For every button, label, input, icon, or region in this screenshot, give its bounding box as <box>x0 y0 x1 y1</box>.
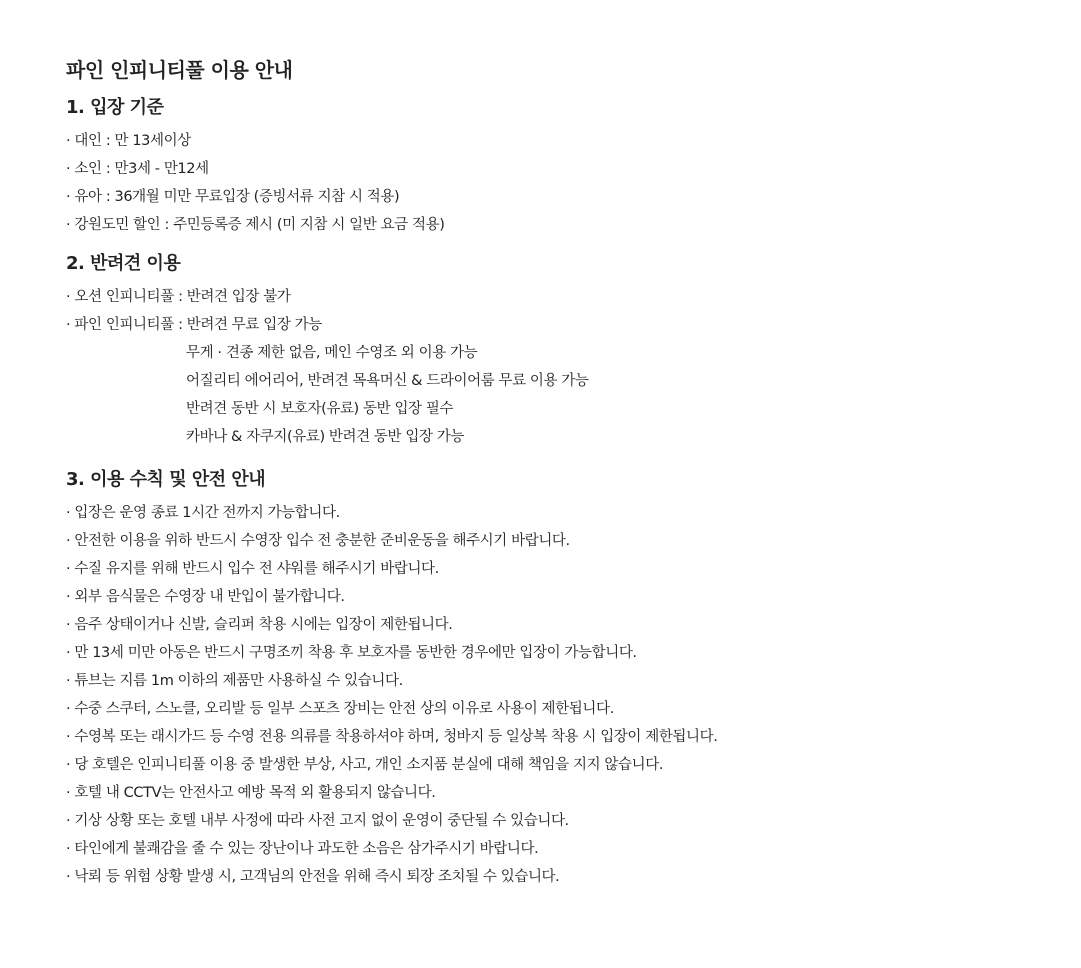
list-item: · 당 호텔은 인피니티풀 이용 중 발생한 부상, 사고, 개인 소지품 분실에 대해 책임을 지지 않습니다. <box>66 757 664 773</box>
list-item: · 수중 스쿠터, 스노클, 오리발 등 일부 스포츠 장비는 안전 상의 이유로 사용이 제한됩니다. <box>66 701 614 717</box>
list-item: · 안전한 이용을 위하 반드시 수영장 입수 전 충분한 준비운동을 해주시기 바랍니다. <box>66 533 570 549</box>
section-heading-rules: 3. 이용 수칙 및 안전 안내 <box>66 469 266 490</box>
list-item: · 소인 : 만3세 - 만12세 <box>66 161 209 177</box>
list-item: · 낙뢰 등 위험 상황 발생 시, 고객님의 안전을 위해 즉시 퇴장 조치될 수 있습니다. <box>66 869 560 885</box>
section-heading-pets: 2. 반려견 이용 <box>66 253 181 274</box>
list-item: · 파인 인피니티풀 : 반려견 무료 입장 가능 <box>66 317 322 333</box>
entry-criteria-list <box>66 127 1081 239</box>
list-sub-item: 어질리티 에어리어, 반려견 목욕머신 & 드라이어룸 무료 이용 가능 <box>186 373 589 389</box>
list-item: · 기상 상황 또는 호텔 내부 사정에 따라 사전 고지 없이 운영이 중단될 수 있습니다. <box>66 813 569 829</box>
safety-rules-list <box>66 499 1081 891</box>
list-item: · 만 13세 미만 아동은 반드시 구명조끼 착용 후 보호자를 동반한 경우에만 입장이 가능합니다. <box>66 645 637 661</box>
list-item: · 대인 : 만 13세이상 <box>66 133 191 149</box>
page-title: 파인 인피니티풀 이용 안내 <box>66 58 293 82</box>
list-item: · 호텔 내 CCTV는 안전사고 예방 목적 외 활용되지 않습니다. <box>66 785 436 801</box>
list-item: · 수영복 또는 래시가드 등 수영 전용 의류를 착용하셔야 하며, 청바지 등 일상복 착용 시 입장이 제한됩니다. <box>66 729 718 745</box>
list-item: · 강원도민 할인 : 주민등록증 제시 (미 지참 시 일반 요금 적용) <box>66 217 445 233</box>
list-item: · 튜브는 지름 1m 이하의 제품만 사용하실 수 있습니다. <box>66 673 403 689</box>
list-item: · 입장은 운영 종료 1시간 전까지 가능합니다. <box>66 505 340 521</box>
list-item: · 수질 유지를 위해 반드시 입수 전 샤워를 해주시기 바랍니다. <box>66 561 439 577</box>
list-item: · 유아 : 36개월 미만 무료입장 (증빙서류 지참 시 적용) <box>66 189 400 205</box>
list-sub-item: 반려견 동반 시 보호자(유료) 동반 입장 필수 <box>186 401 454 417</box>
list-item: · 오션 인피니티풀 : 반려견 입장 불가 <box>66 289 291 305</box>
list-item: · 외부 음식물은 수영장 내 반입이 불가합니다. <box>66 589 345 605</box>
section-heading-entry: 1. 입장 기준 <box>66 97 164 118</box>
list-sub-item: 무게 · 견종 제한 없음, 메인 수영조 외 이용 가능 <box>186 345 478 361</box>
list-item: · 음주 상태이거나 신발, 슬리퍼 착용 시에는 입장이 제한됩니다. <box>66 617 453 633</box>
list-sub-item: 카바나 & 자쿠지(유료) 반려견 동반 입장 가능 <box>186 429 464 445</box>
list-item: · 타인에게 불쾌감을 줄 수 있는 장난이나 과도한 소음은 삼가주시기 바랍니다. <box>66 841 539 857</box>
pet-policy-list <box>66 283 1081 451</box>
